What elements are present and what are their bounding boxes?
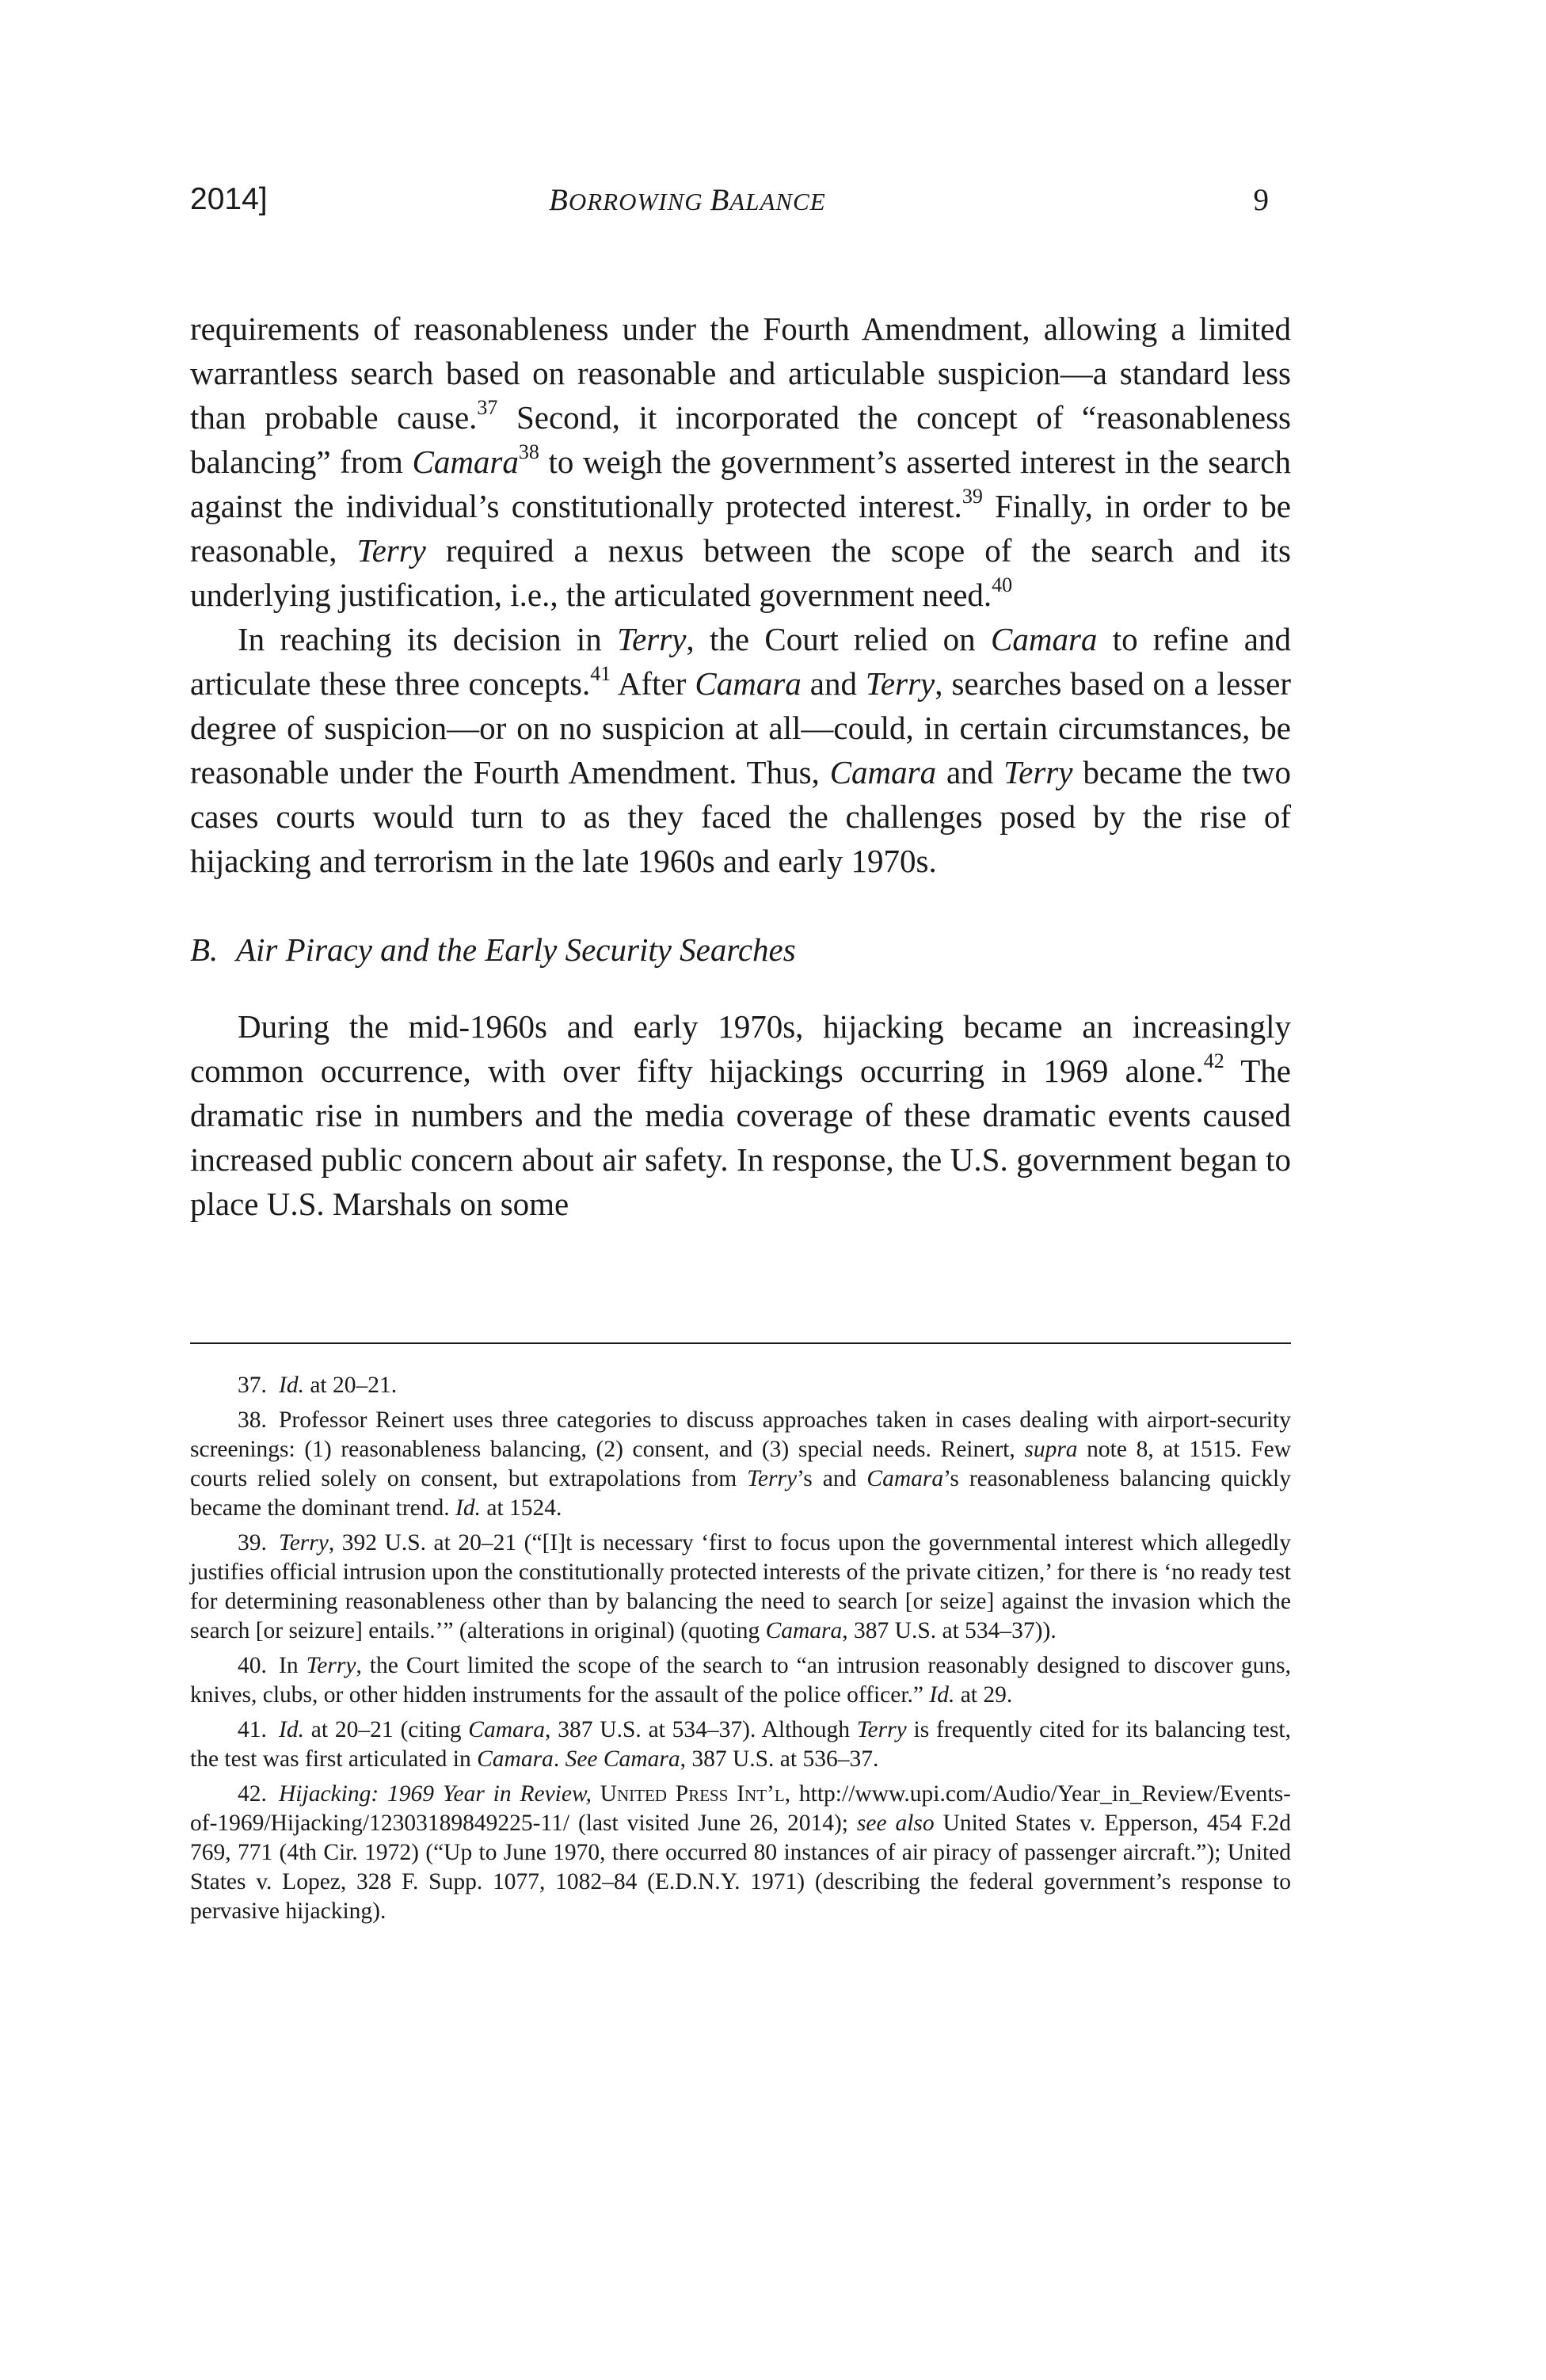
page-number: 9 [1253,183,1269,217]
running-title: BORROWING BALANCE [549,183,826,217]
footnote-38: 38. Professor Reinert uses three categories to discuss approaches taken in cases dealing with airport-security screenings: (1) reasonableness balancing, (2) consent, and (3) special needs. Reinert, supra note 8, at 1515. Few courts relied solely on consent, but extrapolations from Terry’s and Camara’s reasonableness balancing quickly became the dominant trend. Id. at 1524. [190,1407,1292,1521]
page [190,182,1291,1932]
footnotes [190,1371,1291,1926]
footnote-42: 42. Hijacking: 1969 Year in Review, United Press Int’l, http://www.upi.com/Audio/Year_in_Review/Events-of-1969/Hijacking/12303189849225-11/ (last visited June 26, 2014); see also United States v. Epperson, 454 F.2d 769, 771 (4th Cir. 1972) (“Up to June 1970, there occurred 80 instances of air piracy of passenger aircraft.”); United States v. Lopez, 328 F. Supp. 1077, 1082–84 (E.D.N.Y. 1971) (describing the federal government’s response to pervasive hijacking). [190,1781,1291,1924]
footnote-divider [190,1342,1291,1344]
body-text [190,307,1291,1226]
section-heading [190,927,1291,972]
upi-url-text: , http://www.upi.com/Audio/Year_in_Review/Events-of-1969/Hijacking/12303189849225-11/ (last visited June 26, 2014); [190,1781,1291,1836]
paragraph-2: In reaching its decision in Terry, the Court relied on Camara to refine and articulate these three concepts.$^{41}$ After Camara and Terry, searches based on a lesser degree of suspicion—or on no suspicion at all—could, in certain circumstances, be reasonable under the Fourth Amendment. Thus, Camara and Terry became the two cases courts would turn to as they faced the challenges posed by the rise of hijacking and terrorism in the late 1960s and early 1970s. [190,621,1292,879]
footnote-ref-38[interactable]: 38 [518,440,539,463]
footnote-ref-40[interactable]: 40 [992,573,1013,596]
footnote-41: 41. Id. at 20–21 (citing Camara, 387 U.S. at 534–37). Although Terry is frequently cited for its balancing test, the test was first articulated in Camara. See Camara, 387 U.S. at 536–37. [190,1717,1291,1772]
footnote-37: 37. Id. at 20–21. [238,1373,398,1398]
volume-year: 2014] [190,182,268,216]
footnote-39: 39. Terry, 392 U.S. at 20–21 (“[I]t is necessary ‘first to focus upon the governmental interest which allegedly justifies official intrusion upon the constitutionally protected interests of the private citizen,’ for there is ‘no ready test for determining reasonableness other than by balancing the need to search [or seize] against the invasion which the search [or seizure] entails.’” (alterations in original) (quoting Camara, 387 U.S. at 534–37)). [190,1530,1291,1643]
footnote-ref-37[interactable]: 37 [477,396,498,419]
footnote-ref-41[interactable]: 41 [590,662,611,685]
section-title: Air Piracy and the Early Security Searches [236,931,796,968]
footnote-ref-42[interactable]: 42 [1203,1049,1224,1072]
paragraph-3: During the mid-1960s and early 1970s, hijacking became an increasingly common occurrence, with over fifty hijackings occurring in 1969 alone.$^{42}$ The dramatic rise in numbers and the media coverage of these dramatic events caused increased public concern about air safety. In response, the U.S. government began to place U.S. Marshals on some [190,1008,1291,1222]
section-letter: B. [190,931,219,968]
footnote-ref-39[interactable]: 39 [961,485,983,508]
paragraph-1: requirements of reasonableness under the Fourth Amendment, allowing a limited warrantless search based on reasonable and articulable suspicion—a standard less than probable cause.$^{37}$ Second, it incorporated the concept of “reasonableness balancing” from Camara$^{38}$ to weigh the government’s asserted interest in the search against the individual’s constitutionally protected interest.$^{39}$ Finally, in order to be reasonable, Terry required a nexus between the scope of the search and its underlying justification, i.e., the articulated government need.$^{40}$ [190,310,1292,613]
running-head [190,182,1291,230]
footnote-40: 40. In Terry, the Court limited the scope of the search to “an intrusion reasonably designed to discover guns, knives, clubs, or other hidden instruments for the assault of the police officer.” Id. at 29. [190,1653,1292,1708]
